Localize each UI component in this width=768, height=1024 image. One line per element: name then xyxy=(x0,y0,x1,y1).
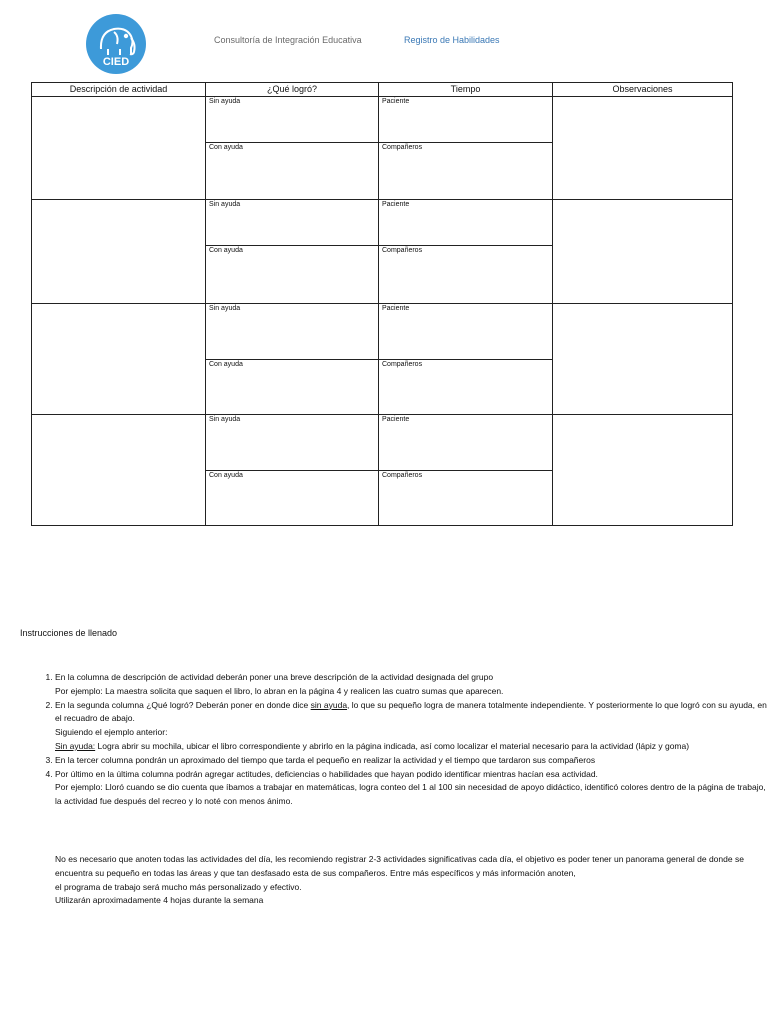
patient-time-cell[interactable]: Paciente xyxy=(379,200,553,246)
peers-time-cell[interactable]: Compañeros xyxy=(379,246,553,304)
table-row xyxy=(32,415,733,471)
table-row xyxy=(32,97,733,143)
without-help-cell[interactable]: Sin ayuda xyxy=(206,200,379,246)
list-item xyxy=(55,671,768,699)
header-description: Descripción de actividad xyxy=(32,83,206,97)
closing-paragraph-3: Utilizarán aproximadamente 4 hojas durante la semana xyxy=(55,895,264,906)
cied-logo xyxy=(86,14,146,74)
with-help-cell[interactable]: Con ayuda xyxy=(206,471,379,526)
observations-cell[interactable] xyxy=(553,200,733,304)
instruction-2-example: Sin ayuda: Logra abrir su mochila, ubicar el libro correspondiente y abrirlo en la página indicada, así como localizar el material necesario para la actividad (lápiz y goma) xyxy=(55,740,690,751)
with-help-cell[interactable]: Con ayuda xyxy=(206,143,379,200)
skills-table xyxy=(31,82,733,526)
without-help-cell[interactable]: Sin ayuda xyxy=(206,415,379,471)
observations-cell[interactable] xyxy=(553,304,733,415)
description-cell[interactable] xyxy=(32,200,206,304)
logo-text: CIED xyxy=(102,56,130,68)
patient-time-cell[interactable]: Paciente xyxy=(379,304,553,360)
instruction-2-followup: Siguiendo el ejemplo anterior: xyxy=(55,727,168,738)
description-cell[interactable] xyxy=(32,304,206,415)
description-cell[interactable] xyxy=(32,415,206,526)
table-header-row xyxy=(32,83,733,97)
peers-time-cell[interactable]: Compañeros xyxy=(379,360,553,415)
peers-time-cell[interactable]: Compañeros xyxy=(379,471,553,526)
table-row xyxy=(32,200,733,246)
list-item xyxy=(55,699,768,754)
list-item xyxy=(55,768,768,809)
table-row xyxy=(32,304,733,360)
closing-paragraph-1: No es necesario que anoten todas las actividades del día, les recomiendo registrar 2-3 actividades significativas cada día, el objetivo es poder tener un panorama general de donde se encuentra su pequeño en todas las áreas y que tan desfasado esta de sus compañeros. Entre más específicos y más información anoten, xyxy=(55,854,744,878)
description-cell[interactable] xyxy=(32,97,206,200)
with-help-cell[interactable]: Con ayuda xyxy=(206,246,379,304)
closing-paragraph-2: el programa de trabajo será mucho más personalizado y efectivo. xyxy=(55,881,302,892)
example-label: Sin ayuda: xyxy=(55,740,96,751)
closing-notes xyxy=(55,853,755,908)
company-name: Consultoría de Integración Educativa xyxy=(214,35,362,45)
peers-time-cell[interactable]: Compañeros xyxy=(379,143,553,200)
patient-time-cell[interactable]: Paciente xyxy=(379,415,553,471)
instruction-1-example: Por ejemplo: La maestra solicita que saquen el libro, lo abran en la página 4 y realicen las cuatro sumas que aparecen. xyxy=(55,685,504,696)
instruction-2-text: 2. En la segunda columna ¿Qué logró? Deberán poner en donde dice sin ayuda, lo que su pequeño logra de manera totalmente independiente. Y posteriormente lo que logró con su ayuda, en el recuadro de abajo. xyxy=(55,699,767,724)
header-observations: Observaciones xyxy=(553,83,733,97)
patient-time-cell[interactable]: Paciente xyxy=(379,97,553,143)
document-title: Registro de Habilidades xyxy=(404,35,500,45)
instruction-4-example: Por ejemplo: Lloró cuando se dio cuenta que íbamos a trabajar en matemáticas, logra conteo del 1 al 100 sin necesidad de apoyo didáctico, identificó colores dentro de la página de trabajo, la actividad fue después del recreo y lo noté con menos ánimo. xyxy=(55,782,766,807)
without-help-cell[interactable]: Sin ayuda xyxy=(206,97,379,143)
list-item xyxy=(55,754,768,768)
with-help-cell[interactable]: Con ayuda xyxy=(206,360,379,415)
instruction-3-text: 3. En la tercer columna pondrán un aproximado del tiempo que tarda el pequeño en realizar la actividad y el tiempo que tardaron sus compañeros xyxy=(55,754,596,765)
observations-cell[interactable] xyxy=(553,97,733,200)
without-help-cell[interactable]: Sin ayuda xyxy=(206,304,379,360)
instruction-1-text: 1. En la columna de descripción de actividad deberán poner una breve descripción de la actividad designada del grupo xyxy=(55,672,494,682)
instructions-title: Instrucciones de llenado xyxy=(20,628,118,638)
observations-cell[interactable] xyxy=(553,415,733,526)
instruction-4-text: 4. Por último en la última columna podrán agregar actitudes, deficiencias o habilidades que hayan podido identificar mientras hacían esa actividad. xyxy=(55,768,598,779)
instructions-list xyxy=(36,671,768,809)
header-achievement: ¿Qué logró? xyxy=(206,83,379,97)
underlined-term: sin ayuda xyxy=(310,699,348,710)
header-time: Tiempo xyxy=(379,83,553,97)
